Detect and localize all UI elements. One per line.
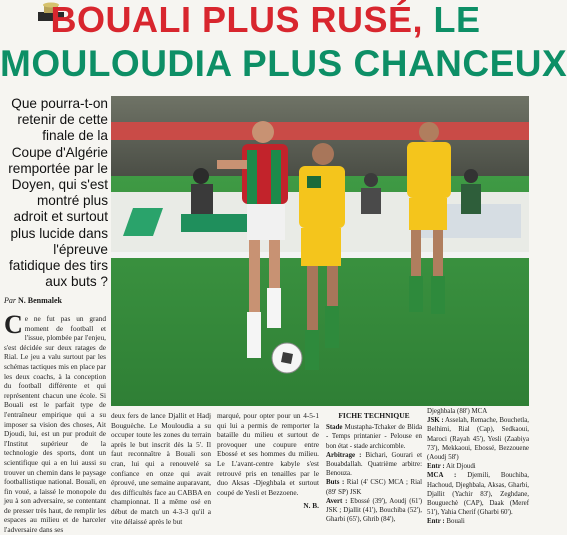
lineup-mca: MCA : Djemili, Bouchiba, Hachoud, Djeghbala, Aksas, Gharbi, Djallit (Yachir 83'), Zeghdane, Bouguechè (CAP), Daak (Meref 51'), Yahia Cherif (Gharbi 60'). (427, 472, 529, 517)
byline-prefix: Par (4, 296, 16, 305)
article-column-2: deux fers de lance Djallit et Hadj Bouguèche. Le Mouloudia a su occuper toute les zones du terrain après le but inscrit dès la 5'. Il faut reconnaître à Bouali son cran, lui qui a renouvelé sa confiance en onze qui avait éprouvé, une semaine auparavant, des difficultés face au CABBA en championnat. Il a même osé en début de match un 4-3-3 qu'il a vite délaissé après le but (111, 411, 211, 526)
lineup-jsk: JSK : Asselah, Remache, Bouchetla, Belhimi, Rial (Cap), Sedkaoui, Maroci (Rayah 45'), Yesli (Zaabiya 73'), Mekkaoui, Ebossé, Bezzouene (Aoudj 58') (427, 417, 529, 462)
fiche-buts: Buts : Rial (4' CSC) MCA ; Rial (89' SP) JSK (326, 479, 422, 496)
column-1-text: e ne fut pas un grand moment de football et l'issue, plombée par l'enjeu, s'est décidée sur deux ratages de Rial. Le jeu a valu surtout par les schémas tactiques mis en place par les deux coachs, à la conception du football différente et qui représentent chacun une école. Si Bouali est le parfait type de l'entraîneur empirique qui a su imposer sa vision des choses, Ait Djoudi, lui, est un pur produit de l'Institut supérieur de la technologie des sports, dont un scientifique qui a en lui aussi su trouver un chemin dans le paysage footballistique national. Bouali, en fin voué, a laissé le monopole du jeu à son adversaire, se contentant de presser très haut, de remplir les espaces au milieu et de harceler l'adversaire dans ses (4, 314, 106, 535)
article-intro: Que pourra-t-on retenir de cette finale de la Coupe d'Algérie remportée par le Doyen, qui s'est montré plus adroit et surtout plus lucide dans l'épreuve fatidique des tirs aux buts ? (8, 96, 108, 290)
headline-line1 (0, 0, 531, 40)
drop-cap: C (4, 310, 23, 339)
column-3-text: marqué, pour opter pour un 4-5-1 qui lui a permis de remporter la bataille du milieu et surtout de provoquer une coupure entre Ebossé et ses hommes du milieu. Le L'avant-centre kabyle s'est retrouvé pris en tenailles par le duo Aksas -Djeghbala et surtout coupé de Yesli et Bezzoene. (217, 411, 319, 497)
coach-jsk: Entr : Ait Djoudi (427, 463, 476, 471)
headline-green-part: LE (433, 0, 481, 40)
fiche-avert: Avert : Ebossé (39'), Aoudj (61') JSK ; Djallit (41'), Bouchiba (52'), Gharbi (65'), Ghrib (84'), (326, 497, 423, 524)
byline-author: N. Benmalek (18, 296, 62, 305)
article-signature: N. B. (303, 501, 319, 511)
headline-red-part: BOUALI PLUS RUSÉ, (50, 0, 423, 40)
match-photo (111, 96, 529, 406)
technical-sheet-title: FICHE TECHNIQUE (338, 411, 410, 420)
lineups (427, 407, 529, 526)
technical-sheet (326, 411, 422, 526)
fiche-stade: Stade Mustapha-Tchaker de Blida - Temps printanier - Pelouse en bon état - stade archicomble. (326, 424, 422, 450)
lineups-lead: Djeghbala (88') MCA (427, 408, 488, 415)
coach-mca: Entr : Bouali (427, 518, 465, 526)
article-column-1 (4, 310, 106, 535)
byline (4, 296, 108, 305)
headline-line2: MOULOUDIA PLUS CHANCEUX (0, 43, 567, 84)
fiche-arbitrage: Arbitrage : Bichari, Gourari et Bouabdallah. Quatrième arbitre: Benouza. (326, 451, 422, 478)
article-column-3 (217, 411, 319, 526)
